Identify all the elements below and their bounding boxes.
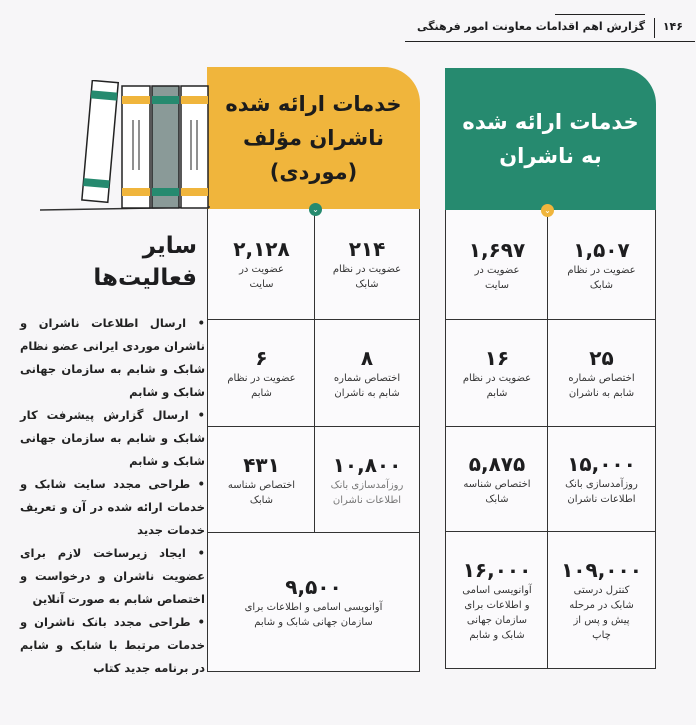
header-underline [405, 41, 695, 42]
stat-value: ۲۵ [589, 346, 614, 370]
list-item: • ارسال گزارش پیشرفت کار شابک و شابم به سازمان جهانی شابک و شابم [20, 404, 205, 473]
stat-cell [547, 210, 655, 320]
stat-value: ۲,۱۲۸ [233, 237, 290, 261]
header-divider [555, 14, 645, 15]
list-item: • طراحی مجدد بانک ناشران و خدمات مرتبط با شابک و شابم در برنامه جدید کتاب [20, 611, 205, 680]
stat-value: ۱۶,۰۰۰ [462, 558, 532, 582]
stat-value: ۹,۵۰۰ [285, 575, 342, 599]
book-icon [82, 80, 118, 202]
stat-cell [446, 210, 548, 320]
author-publishers-services-panel [207, 67, 420, 672]
title-line: به ناشران [499, 144, 602, 168]
stat-cell [314, 209, 419, 320]
stat-cell [314, 320, 419, 427]
list-item: • ارسال اطلاعات ناشران و ناشران موردی ایرانی عضو نظام شابک و شابم به سازمان جهانی شابک و شابم [20, 312, 205, 404]
other-activities [20, 230, 205, 680]
stat-cell [446, 532, 548, 668]
stat-cell [547, 320, 655, 427]
book-icon [181, 86, 208, 208]
header-separator [654, 18, 655, 38]
stat-value: ۶ [255, 346, 268, 370]
stats-grid [207, 209, 420, 672]
header-title: گزارش اهم اقدامات معاونت امور فرهنگی [416, 20, 645, 33]
book-icon [152, 86, 179, 208]
book-icon [122, 86, 150, 208]
stat-cell [446, 427, 548, 532]
stat-value: ۱۰۹,۰۰۰ [561, 558, 642, 582]
stat-value: ۲۱۴ [348, 237, 386, 261]
chevron-down-icon: ⌄ [309, 203, 322, 216]
stat-label: اختصاص شماره شابم به ناشران [568, 373, 635, 399]
list-item: • ایجاد زیرساخت لازم برای عضویت ناشران و درخواست و اختصاص شابم به صورت آنلاین [20, 542, 205, 611]
activities-list [20, 312, 205, 680]
stat-cell [208, 320, 315, 427]
stat-label: روزآمدسازی بانک اطلاعات ناشران [330, 479, 404, 506]
stat-value: ۱,۵۰۷ [573, 237, 630, 262]
stat-label: روزآمدسازی بانک اطلاعات ناشران [565, 479, 638, 505]
stat-cell [547, 427, 655, 532]
title-line: ناشران مؤلف (موردی) [243, 126, 384, 184]
stat-label: آوانویسی اسامی و اطلاعات برای سازمان جهانی شابک و شابم [244, 602, 383, 628]
stat-value: ۱۵,۰۰۰ [567, 452, 636, 476]
stat-label: عضویت در نظام شابک [332, 264, 402, 290]
stat-cell [208, 427, 315, 533]
stat-value: ۸ [360, 346, 374, 370]
stat-label: عضویت در سایت [474, 264, 520, 291]
publishers-services-panel [445, 68, 656, 669]
title-line: سایر [142, 233, 197, 259]
books-illustration [40, 80, 210, 212]
stat-label: عضویت در نظام شابم [227, 373, 296, 399]
stat-cell [208, 209, 315, 320]
stat-label: عضویت در نظام شابک [567, 264, 636, 291]
stat-label: اختصاص شماره شابم به ناشران [333, 373, 401, 399]
stat-label: اختصاص شناسه شابک [227, 479, 296, 506]
stat-label: عضویت در نظام شابم [462, 373, 532, 399]
stat-value: ۱۰,۸۰۰ [332, 452, 402, 477]
page-number: ۱۴۶ [662, 20, 683, 33]
panel-title [445, 68, 656, 210]
stat-cell [547, 532, 655, 668]
stat-cell-wide [208, 533, 419, 671]
stat-value: ۵,۸۷۵ [468, 452, 526, 476]
stats-grid [445, 210, 656, 669]
stat-cell [446, 320, 548, 427]
chevron-down-icon: ⌄ [541, 204, 554, 217]
stat-value: ۱۶ [484, 346, 510, 370]
stat-label: آوانویسی اسامی و اطلاعات برای سازمان جهانی شابک و شابم [462, 585, 532, 641]
title-line: فعالیت‌ها [93, 265, 197, 291]
stat-value: ۱,۶۹۷ [468, 237, 526, 262]
title-line: خدمات ارائه شده [462, 110, 639, 134]
list-item: • طراحی مجدد سایت شابک و خدمات ارائه شده در آن و تعریف خدمات جدید [20, 473, 205, 542]
stat-label: کنترل درستی شابک در مرحله پیش و پس از چاپ [569, 585, 634, 641]
stat-label: اختصاص شناسه شابک [463, 479, 531, 505]
stat-cell [314, 427, 419, 533]
stat-value: ۴۳۱ [243, 452, 280, 477]
title-line: خدمات ارائه شده [225, 92, 402, 116]
page-header [405, 14, 695, 42]
stat-label: عضویت در سایت [239, 264, 284, 290]
panel-title [207, 67, 420, 209]
section-title [20, 230, 197, 294]
